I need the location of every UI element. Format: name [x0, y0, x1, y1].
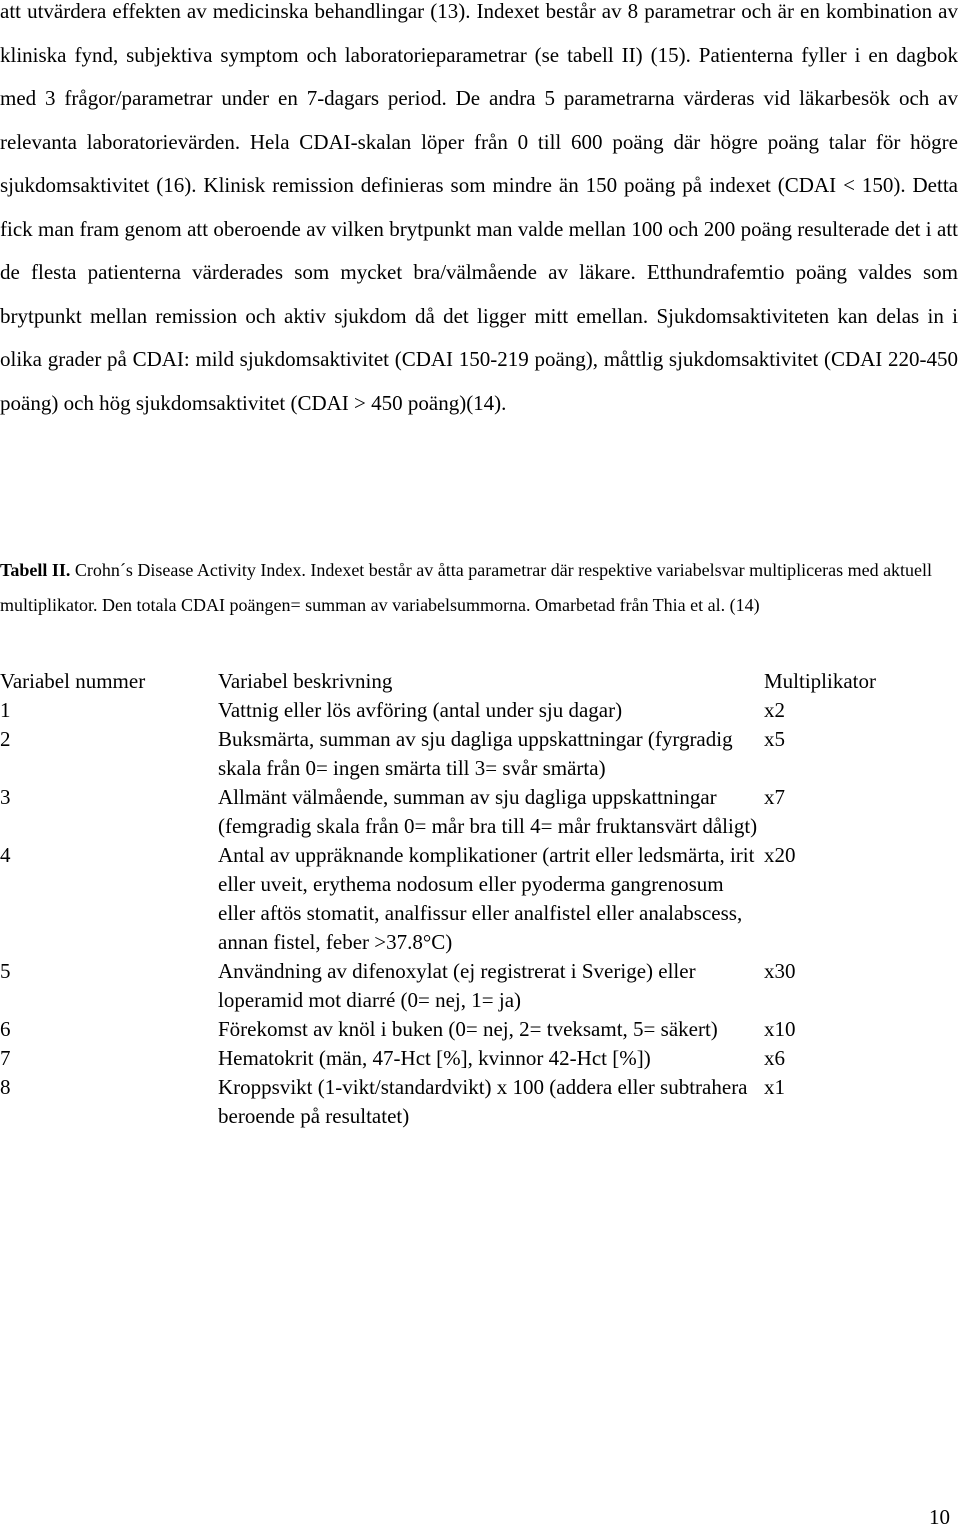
row-multiplier: x1 — [764, 1075, 785, 1099]
header-variable-description: Variabel beskrivning — [218, 669, 393, 693]
row-number: 5 — [0, 959, 11, 983]
row-number: 7 — [0, 1046, 11, 1070]
cdai-table — [0, 667, 960, 1131]
row-description: Vattnig eller lös avföring (antal under sju dagar) — [218, 698, 623, 722]
table-row — [0, 696, 960, 725]
header-variable-number: Variabel nummer — [0, 669, 146, 693]
row-multiplier: x30 — [764, 959, 796, 983]
table-row — [0, 1044, 960, 1073]
row-description: Förekomst av knöl i buken (0= nej, 2= tveksamt, 5= säkert) — [218, 1017, 718, 1041]
row-description: Användning av difenoxylat (ej registrerat i Sverige) eller loperamid mot diarré (0= nej, 1= ja) — [218, 959, 696, 1012]
row-number: 4 — [0, 843, 11, 867]
row-description: Buksmärta, summan av sju dagliga uppskattningar (fyrgradig skala från 0= ingen smärta till 3= svår smärta) — [218, 727, 733, 780]
table-caption-text: Crohn´s Disease Activity Index. Indexet består av åtta parametrar där respektive variabelsvar multipliceras med aktuell multiplikator. Den totala CDAI poängen= summan av variabelsummorna. Omarbetad från Thia et al. (14) — [0, 560, 933, 615]
table-row — [0, 783, 960, 841]
row-description: Kroppsvikt (1-vikt/standardvikt) x 100 (addera eller subtrahera beroende på resultatet) — [218, 1075, 748, 1128]
table-caption — [0, 553, 958, 623]
row-number: 2 — [0, 727, 11, 751]
table-row — [0, 1073, 960, 1131]
row-multiplier: x20 — [764, 843, 796, 867]
row-description: Antal av uppräknande komplikationer (artrit eller ledsmärta, irit eller uveit, erythema nodosum eller pyoderma gangrenosum eller aftös stomatit, analfissur eller analfistel eller analabscess, annan fistel, feber >37.8°C) — [218, 843, 755, 954]
row-multiplier: x7 — [764, 785, 785, 809]
table-row — [0, 957, 960, 1015]
row-multiplier: x2 — [764, 698, 785, 722]
row-description: Hematokrit (män, 47-Hct [%], kvinnor 42-Hct [%]) — [218, 1046, 651, 1070]
table-caption-label: Tabell II. — [0, 560, 71, 580]
table-row — [0, 1015, 960, 1044]
table-header-row — [0, 667, 960, 696]
row-description: Allmänt välmående, summan av sju dagliga uppskattningar (femgradig skala från 0= mår bra till 4= mår fruktansvärt dåligt) — [218, 785, 758, 838]
table-row — [0, 841, 960, 957]
row-number: 3 — [0, 785, 11, 809]
body-paragraph: att utvärdera effekten av medicinska behandlingar (13). Indexet består av 8 parametrar och är en kombination av kliniska fynd, subjektiva symptom och laboratorieparametrar (se tabell II) (15). Patienterna fyller i en dagbok med 3 frågor/parametrar under en 7-dagars period. De andra 5 parametrarna värderas vid läkarbesök och av relevanta laboratorievärden. Hela CDAI-skalan löper från 0 till 600 poäng där högre poäng talar för högre sjukdomsaktivitet (16). Klinisk remission definieras som mindre än 150 poäng på indexet (CDAI < 150). Detta fick man fram genom att oberoende av vilken brytpunkt man valde mellan 100 och 200 poäng resulterade det i att de flesta patienterna värderades som mycket bra/välmående av läkare. Etthundrafemtio poäng valdes som brytpunkt mellan remission och aktiv sjukdom då det ligger mitt emellan. Sjukdomsaktiviteten kan delas in i olika grader på CDAI: mild sjukdomsaktivitet (CDAI 150-219 poäng), måttlig sjukdomsaktivitet (CDAI 220-450 poäng) och hög sjukdomsaktivitet (CDAI > 450 poäng)(14). — [0, 0, 958, 415]
header-multiplier: Multiplikator — [764, 669, 876, 693]
row-number: 8 — [0, 1075, 11, 1099]
row-number: 6 — [0, 1017, 11, 1041]
page-number: 10 — [929, 1505, 950, 1529]
row-number: 1 — [0, 698, 11, 722]
row-multiplier: x10 — [764, 1017, 796, 1041]
table-row — [0, 725, 960, 783]
row-multiplier: x5 — [764, 727, 785, 751]
row-multiplier: x6 — [764, 1046, 785, 1070]
